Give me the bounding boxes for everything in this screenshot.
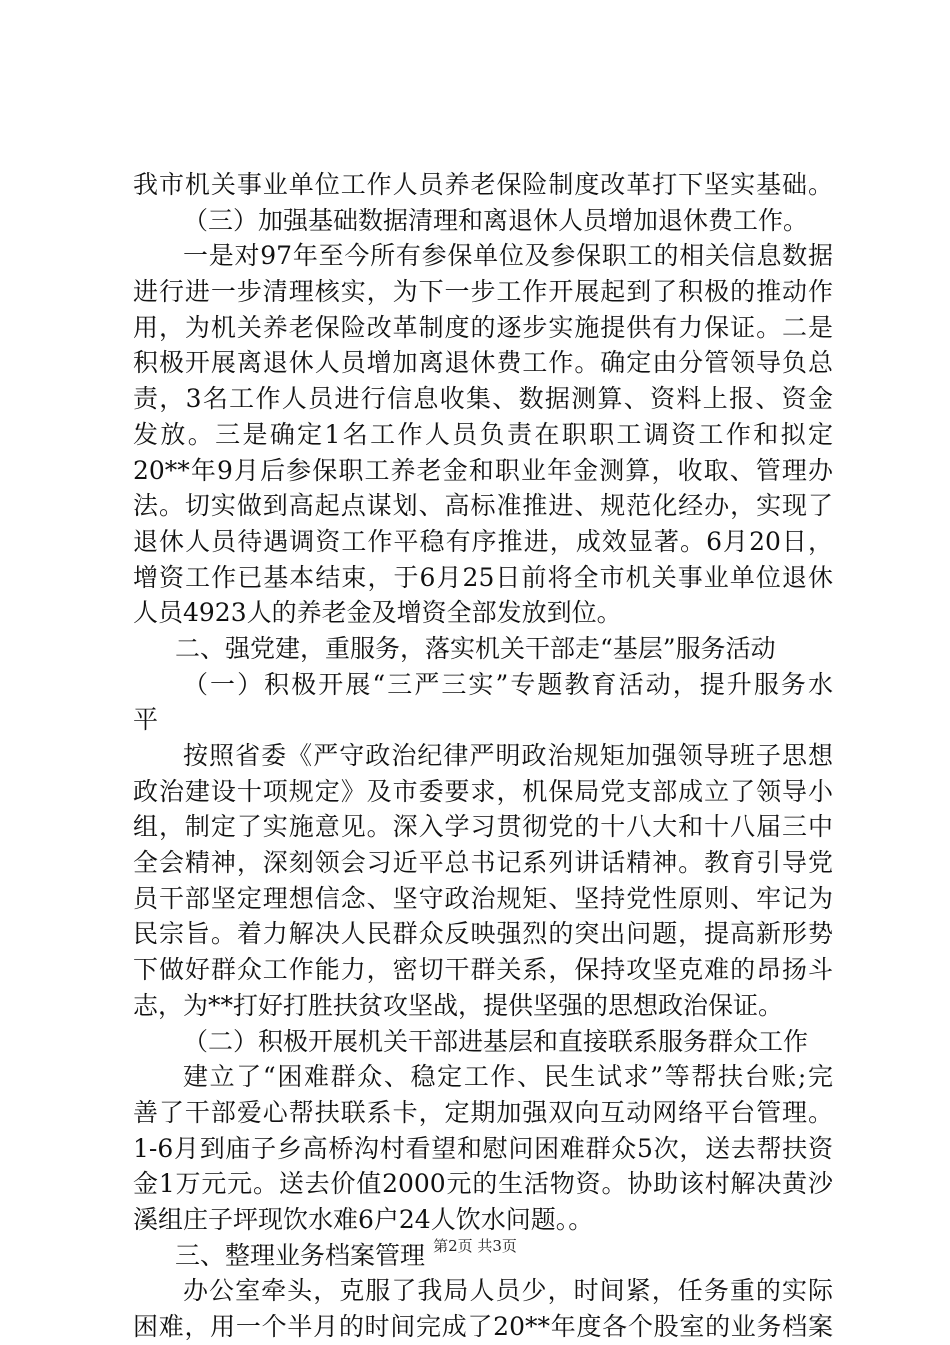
page-number-footer: 第2页 共3页: [433, 1237, 517, 1255]
text-line: 人员4923人的养老金及增资全部发放到位。: [133, 598, 622, 628]
text-line: 下做好群众工作能力，密切干群关系，保持攻坚克难的昂扬斗: [133, 955, 833, 985]
text-line: 发放。三是确定1名工作人员负责在职职工调资工作和拟定: [133, 419, 833, 449]
text-line: 法。切实做到高起点谋划、高标准推进、规范化经办，实现了: [133, 491, 833, 521]
text-line: 组，制定了实施意见。深入学习贯彻党的十八大和十八届三中: [133, 812, 833, 842]
text-line: 民宗旨。着力解决人民群众反映强烈的突出问题，提高新形势: [133, 919, 833, 949]
text-line: 用，为机关养老保险改革制度的逐步实施提供有力保证。二是: [133, 312, 833, 342]
text-line: 志，为**打好打胜扶贫攻坚战，提供坚强的思想政治保证。: [133, 990, 784, 1020]
text-line: 20**年9月后参保职工养老金和职业年金测算，收取、管理办: [133, 455, 833, 485]
section-heading: （二）积极开展机关干部进基层和直接联系服务群众工作: [183, 1026, 809, 1056]
text-line: 建立了“困难群众、稳定工作、民生试求”等帮扶台账;完: [183, 1062, 833, 1092]
text-line: 善了干部爱心帮扶联系卡，定期加强双向互动网络平台管理。: [133, 1097, 833, 1127]
text-line: 金1万元元。送去价值2000元的生活物资。协助该村解决黄沙: [133, 1169, 833, 1199]
text-line: 困难，用一个半月的时间完成了20**年度各个股室的业务档案: [133, 1312, 833, 1341]
text-line: 按照省委《严守政治纪律严明政治规矩加强领导班子思想: [183, 741, 833, 770]
text-line: 溪组庄子坪现饮水难6户24人饮水问题。。: [133, 1204, 594, 1234]
text-line: 办公室牵头，克服了我局人员少，时间紧，任务重的实际: [183, 1276, 833, 1306]
text-line: 1-6月到庙子乡高桥沟村看望和慰问困难群众5次，送去帮扶资: [133, 1133, 833, 1163]
text-line: 一是对97年至今所有参保单位及参保职工的相关信息数据: [183, 241, 833, 271]
text-line: 积极开展离退休人员增加离退休费工作。确定由分管领导负总: [133, 348, 833, 378]
text-line: 增资工作已基本结束，于6月25日前将全市机关事业单位退休: [133, 562, 833, 592]
section-heading: 二、强党建，重服务，落实机关干部走“基层”服务活动: [175, 633, 776, 663]
text-line: 责，3名工作人员进行信息收集、数据测算、资料上报、资金: [133, 384, 833, 414]
text-line: 我市机关事业单位工作人员养老保险制度改革打下坚实基础。: [133, 170, 833, 199]
document-body: [133, 167, 833, 1345]
text-line: 员干部坚定理想信念、坚守政治规矩、坚持党性原则、牢记为: [133, 883, 833, 913]
section-heading: （一）积极开展“三严三实”专题教育活动，提升服务水: [183, 669, 833, 699]
section-heading: 平: [133, 705, 159, 735]
section-heading: 三、整理业务档案管理: [175, 1240, 426, 1270]
text-line: 政治建设十项规定》及市委要求，机保局党支部成立了领导小: [133, 776, 833, 806]
section-heading: （三）加强基础数据清理和离退休人员增加退休费工作。: [183, 205, 809, 235]
text-line: 全会精神，深刻领会习近平总书记系列讲话精神。教育引导党: [133, 848, 833, 878]
text-line: 进行进一步清理核实，为下一步工作开展起到了积极的推动作: [133, 277, 833, 307]
text-line: 退休人员待遇调资工作平稳有序推进，成效显著。6月20日，: [133, 526, 833, 556]
